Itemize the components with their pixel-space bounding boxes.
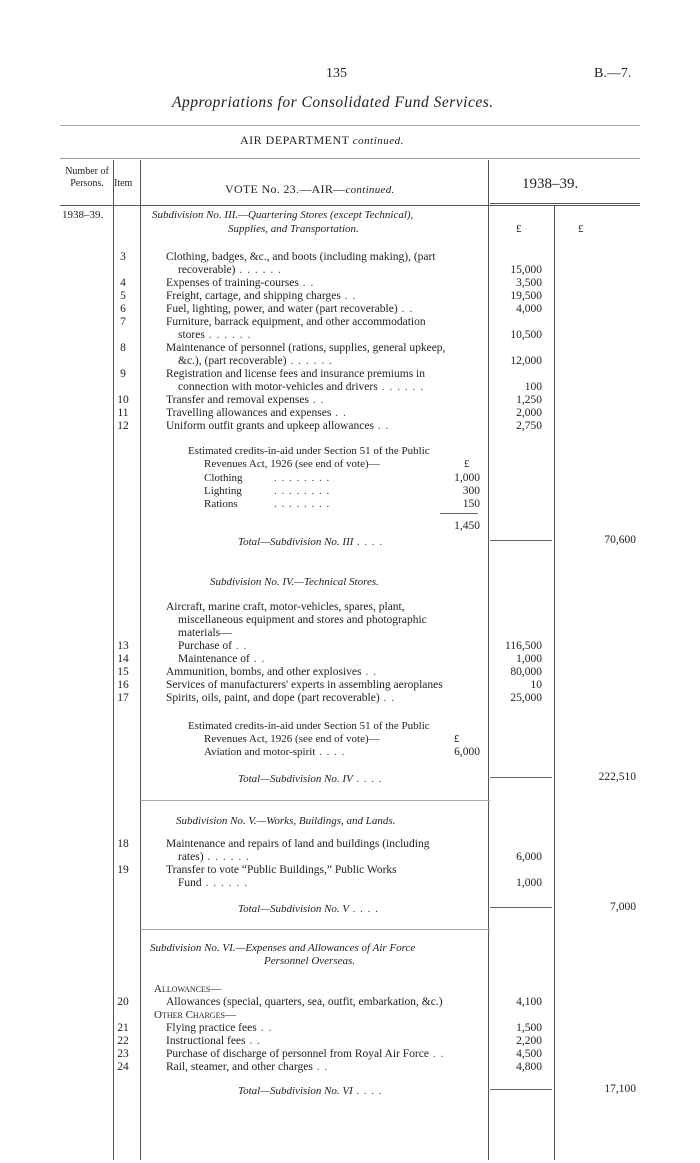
sub5-total-text: Total—Subdivision No. V (238, 903, 350, 915)
item-description: Transfer and removal expenses . . (166, 394, 325, 406)
credit-label: Lighting . . . . . . . . (204, 485, 331, 497)
item-column-rule (140, 160, 141, 1160)
item-amount: 10,500 (510, 329, 542, 341)
page-title: Appropriations for Consolidated Fund Services. (172, 94, 494, 111)
title-rule (60, 125, 640, 126)
item-description-cont-text: recoverable) (178, 264, 236, 276)
item-description-text: Maintenance and repairs of land and buildings (including (166, 838, 430, 850)
item-description: Travelling allowances and expenses . . (166, 407, 347, 419)
item-description-text: Spirits, oils, paint, and dope (part recoverable) (166, 692, 380, 704)
item-amount: 1,000 (516, 653, 542, 665)
item-description: Flying practice fees . . (166, 1022, 273, 1034)
credit-label: Clothing . . . . . . . . (204, 472, 331, 484)
item-description: Maintenance of . . (178, 653, 266, 665)
item-number: 16 (117, 679, 129, 691)
item-number: 18 (117, 838, 129, 850)
item-description (166, 316, 426, 328)
department-name: AIR DEPARTMENT (240, 133, 350, 147)
item-description: Fuel, lighting, power, and water (part recoverable) . . (166, 303, 414, 315)
sub4-total: 222,510 (598, 771, 636, 783)
item-description-text: Travelling allowances and expenses (166, 407, 332, 419)
item-description-cont: recoverable) . . . . . . (178, 264, 282, 276)
item-column-header: Item (114, 178, 133, 189)
item-number: 17 (117, 692, 129, 704)
table-top-rule (60, 158, 640, 159)
item-number: 23 (117, 1048, 129, 1060)
item-description-text: Maintenance of personnel (rations, supplies, general upkeep, (166, 342, 446, 354)
sub5-total: 7,000 (610, 901, 636, 913)
item-description: Rail, steamer, and other charges . . (166, 1061, 329, 1073)
sub3-credits-rule (440, 513, 478, 514)
pound-sign-total: £ (578, 223, 584, 235)
other-charges-label: Other Charges— (154, 1009, 236, 1021)
item-description-cont-text: &c.), (part recoverable) (178, 355, 287, 367)
item-amount: 100 (524, 381, 542, 393)
sub6-heading-cont: Personnel Overseas. (264, 955, 356, 967)
item-amount: 4,500 (516, 1048, 542, 1060)
sub6-total: 17,100 (604, 1083, 636, 1095)
pound-sign-amount: £ (516, 223, 522, 235)
sub6-total-text: Total—Subdivision No. VI (238, 1085, 353, 1097)
credit-label-text: Clothing (204, 472, 243, 484)
sub3-credits-pound: £ (464, 458, 470, 470)
sub4-credit-label: Aviation and motor-spirit . . . . (204, 746, 346, 758)
document-reference: B.—7. (594, 66, 632, 81)
item-amount: 6,000 (516, 851, 542, 863)
item-description-cont-text: connection with motor-vehicles and drivers (178, 381, 378, 393)
item-amount: 4,800 (516, 1061, 542, 1073)
item-number: 10 (117, 394, 129, 406)
item-description-text: Rail, steamer, and other charges (166, 1061, 313, 1073)
item-description-text: Expenses of training-courses (166, 277, 299, 289)
item-amount: 10 (530, 679, 542, 691)
item-description-cont: connection with motor-vehicles and drivers . . . . . . (178, 381, 425, 393)
credit-label: Rations . . . . . . . . (204, 498, 331, 510)
item-description-cont: Fund . . . . . . (178, 877, 249, 889)
total-column-rule (554, 205, 555, 1160)
item-amount: 2,000 (516, 407, 542, 419)
item-number: 11 (117, 407, 129, 419)
item-amount: 1,250 (516, 394, 542, 406)
item-number: 12 (117, 420, 129, 432)
sub3-credits-total: 1,450 (454, 520, 480, 532)
item-description-text: Fuel, lighting, power, and water (part recoverable) (166, 303, 398, 315)
item-description-text: Purchase of (178, 640, 232, 652)
item-amount: 2,750 (516, 420, 542, 432)
item-description (166, 679, 443, 691)
item-description: Instructional fees . . (166, 1035, 262, 1047)
item-description-text: Uniform outfit grants and upkeep allowances (166, 420, 374, 432)
item-description: Purchase of discharge of personnel from Royal Air Force . . (166, 1048, 445, 1060)
persons-year: 1938–39. (62, 209, 104, 221)
sub3-total: 70,600 (604, 534, 636, 546)
item-description (166, 342, 445, 354)
item-description (166, 864, 397, 876)
item-amount: 116,500 (505, 640, 542, 652)
sub4-credits-note-cont: Revenues Act, 1926 (see end of vote)— (204, 733, 380, 745)
amount-column-rule (488, 160, 489, 1160)
department-continued: continued. (352, 135, 404, 147)
item-description-cont-text: stores (178, 329, 205, 341)
item-number: 6 (120, 303, 126, 315)
sub4-total-label: Total—Subdivision No. IV . . . . (238, 773, 383, 785)
item-number: 7 (120, 316, 126, 328)
sub4-total-text: Total—Subdivision No. IV (238, 773, 353, 785)
item-description: Uniform outfit grants and upkeep allowances . . (166, 420, 390, 432)
sub3-credits-note: Estimated credits-in-aid under Section 51 of the Public (188, 445, 430, 457)
item-description-text: Registration and license fees and insurance premiums in (166, 368, 425, 380)
item-number: 14 (117, 653, 129, 665)
item-description: Freight, cartage, and shipping charges . . (166, 290, 357, 302)
vote-name: VOTE No. 23.—AIR— (225, 182, 346, 196)
sub5-total-rule (490, 907, 552, 908)
sub4-intro-2: miscellaneous equipment and stores and photographic (178, 614, 427, 626)
financial-year: 1938–39. (522, 176, 579, 192)
page-number: 135 (326, 66, 347, 81)
department-heading (240, 133, 404, 148)
item-description (166, 251, 436, 263)
header-bottom-rule (60, 205, 640, 206)
sub3-total-text: Total—Subdivision No. III (238, 536, 354, 548)
sub4-intro: Aircraft, marine craft, motor-vehicles, spares, plant, (166, 601, 405, 613)
item-amount: 1,000 (516, 877, 542, 889)
sub5-end-rule (140, 929, 490, 930)
item-amount: 19,500 (510, 290, 542, 302)
item-amount: 15,000 (510, 264, 542, 276)
item-description-text: Purchase of discharge of personnel from Royal Air Force (166, 1048, 429, 1060)
item-description-text: Freight, cartage, and shipping charges (166, 290, 341, 302)
item-description-cont: rates) . . . . . . (178, 851, 251, 863)
year-underline (490, 203, 640, 204)
item-description (166, 368, 425, 380)
item-description-text: Transfer to vote “Public Buildings,” Public Works (166, 864, 397, 876)
item-description: Ammunition, bombs, and other explosives . . (166, 666, 377, 678)
item-number: 19 (117, 864, 129, 876)
sub4-intro-3: materials— (178, 627, 232, 639)
item-description-text: Maintenance of (178, 653, 250, 665)
vote-title (225, 182, 395, 197)
item-amount: 4,000 (516, 303, 542, 315)
credit-amount: 300 (462, 485, 480, 497)
sub4-total-rule (490, 777, 552, 778)
item-number: 22 (117, 1035, 129, 1047)
item-number: 24 (117, 1061, 129, 1073)
item-description: Spirits, oils, paint, and dope (part recoverable) . . (166, 692, 396, 704)
item-description: Purchase of . . (178, 640, 248, 652)
allowances-label: Allowances— (154, 983, 222, 995)
item-number: 3 (120, 251, 126, 263)
sub4-credit-amount: 6,000 (454, 746, 480, 758)
sub3-total-label: Total—Subdivision No. III . . . . (238, 536, 384, 548)
sub5-total-label: Total—Subdivision No. V . . . . (238, 903, 380, 915)
sub3-credits-note-cont: Revenues Act, 1926 (see end of vote)— (204, 458, 380, 470)
item-description-text: Furniture, barrack equipment, and other accommodation (166, 316, 426, 328)
item-number: 9 (120, 368, 126, 380)
item-number: 8 (120, 342, 126, 354)
vote-continued: continued. (345, 184, 395, 196)
item-amount: 4,100 (516, 996, 542, 1008)
item-description-text: Flying practice fees (166, 1022, 257, 1034)
sub4-end-rule (140, 800, 490, 801)
item-number: 5 (120, 290, 126, 302)
item-amount: 12,000 (510, 355, 542, 367)
item-number: 20 (117, 996, 129, 1008)
sub4-credits-pound: £ (454, 733, 460, 745)
item-amount: 25,000 (510, 692, 542, 704)
credit-label-text: Lighting (204, 485, 242, 497)
item-description-text: Clothing, badges, &c., and boots (including making), (part (166, 251, 436, 263)
item-description-text: Allowances (special, quarters, sea, outfit, embarkation, &c.) (166, 996, 443, 1008)
item-number: 4 (120, 277, 126, 289)
sub3-heading: Subdivision No. III.—Quartering Stores (except Technical), (152, 209, 414, 221)
item-number: 15 (117, 666, 129, 678)
item-amount: 2,200 (516, 1035, 542, 1047)
item-description-cont-text: Fund (178, 877, 202, 889)
item-description-cont: &c.), (part recoverable) . . . . . . (178, 355, 334, 367)
item-number: 21 (117, 1022, 129, 1034)
sub6-heading: Subdivision No. VI.—Expenses and Allowances of Air Force (150, 942, 416, 954)
sub5-heading: Subdivision No. V.—Works, Buildings, and Lands. (176, 815, 396, 827)
item-description (166, 996, 443, 1008)
item-description-cont: stores . . . . . . (178, 329, 252, 341)
sub3-total-rule (490, 540, 552, 541)
sub4-credits-note: Estimated credits-in-aid under Section 51 of the Public (188, 720, 430, 732)
credit-amount: 1,000 (454, 472, 480, 484)
item-description (166, 838, 429, 850)
sub3-heading-cont: Supplies, and Transportation. (228, 223, 359, 235)
persons-column-header: Number of Persons. (65, 166, 109, 189)
item-description-cont-text: rates) (178, 851, 204, 863)
item-description-text: Ammunition, bombs, and other explosives (166, 666, 362, 678)
credit-label-text: Rations (204, 498, 238, 510)
sub4-heading: Subdivision No. IV.—Technical Stores. (210, 576, 379, 588)
credit-amount: 150 (462, 498, 480, 510)
item-amount: 3,500 (516, 277, 542, 289)
item-amount: 1,500 (516, 1022, 542, 1034)
item-amount: 80,000 (510, 666, 542, 678)
item-description: Expenses of training-courses . . (166, 277, 315, 289)
item-description-text: Transfer and removal expenses (166, 394, 309, 406)
item-description-text: Instructional fees (166, 1035, 246, 1047)
sub6-total-rule (490, 1089, 552, 1090)
sub4-credit-label-text: Aviation and motor-spirit (204, 746, 316, 758)
sub6-total-label: Total—Subdivision No. VI . . . . (238, 1085, 383, 1097)
item-number: 13 (117, 640, 129, 652)
item-description-text: Services of manufacturers' experts in assembling aeroplanes (166, 679, 443, 691)
